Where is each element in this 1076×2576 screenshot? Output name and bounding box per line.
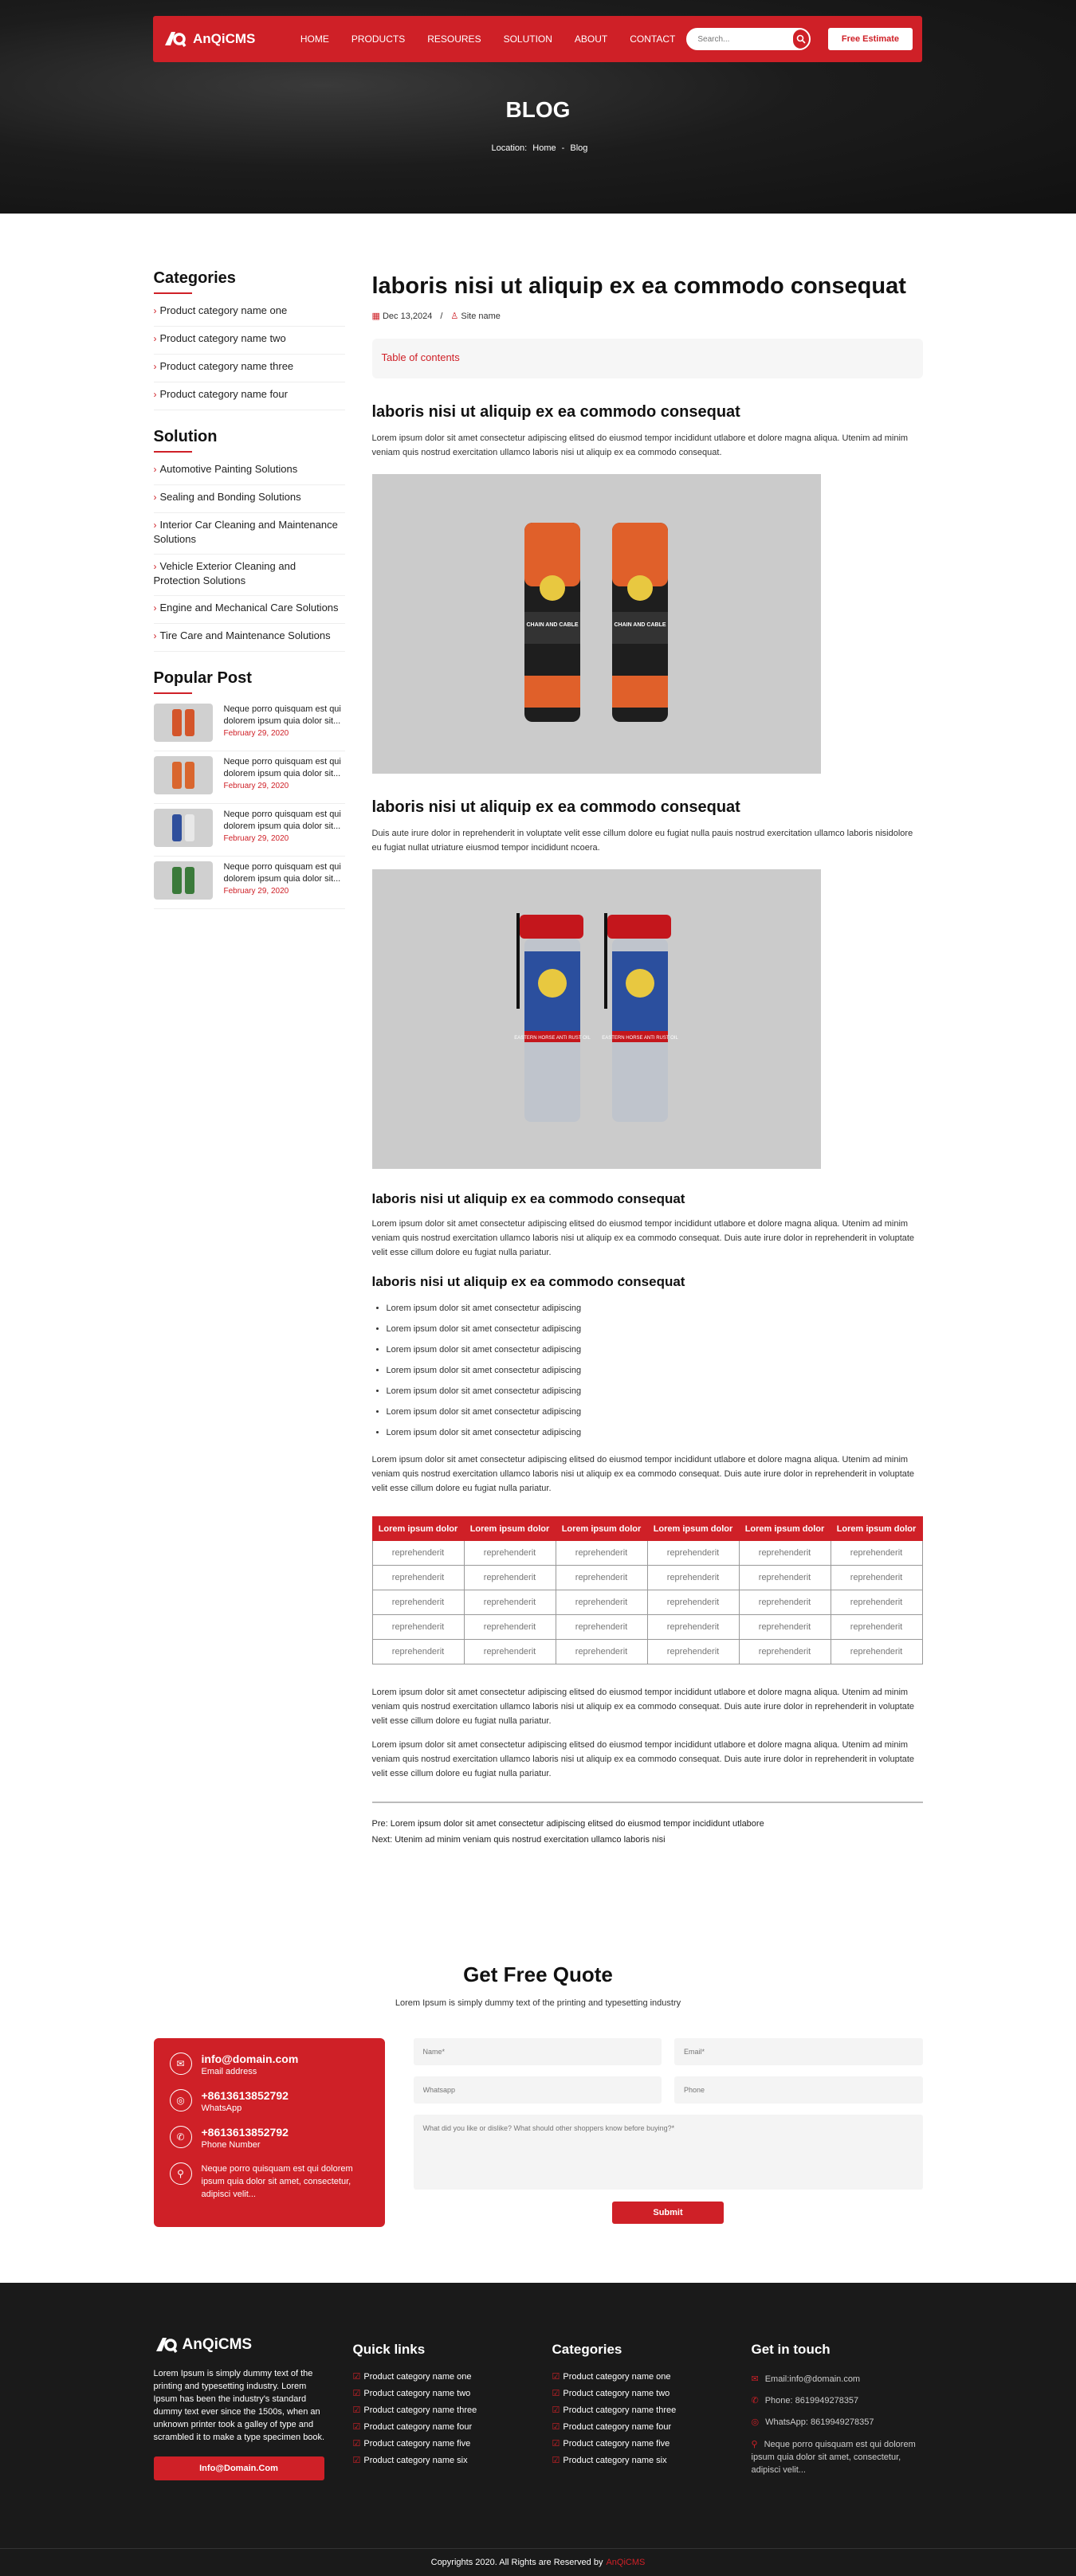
prev-post-link[interactable]: Pre: Lorem ipsum dolor sit amet consectetur adipiscing elitsed do eiusmod tempor incididunt utlabore	[371, 1819, 764, 1829]
free-estimate-button[interactable]: Free Estimate	[828, 28, 913, 50]
footer-link[interactable]	[353, 2419, 552, 2436]
search-icon	[796, 34, 806, 44]
footer-link-label: Product category name two	[563, 2389, 670, 2398]
footer-link-label: Product category name two	[363, 2389, 471, 2398]
footer-link[interactable]	[353, 2452, 552, 2469]
post-title: Neque porro quisquam est qui dolorem ipsum quia dolor sit...	[223, 757, 341, 778]
table-header: Lorem ipsum dolor	[464, 1517, 556, 1541]
sidebar-categories	[154, 269, 345, 410]
chevron-right-icon: ›	[153, 630, 157, 641]
breadcrumb	[0, 143, 1076, 153]
footer-link[interactable]	[353, 2402, 552, 2419]
popular-post[interactable]	[154, 804, 345, 857]
footer-link-label: Product category name six	[563, 2456, 667, 2465]
chevron-right-icon: ›	[153, 389, 157, 400]
footer-category-link[interactable]	[552, 2369, 752, 2386]
footer-category-link[interactable]	[552, 2452, 752, 2469]
svg-text:EASTERN HORSE ANTI RUST OIL: EASTERN HORSE ANTI RUST OIL	[514, 1036, 591, 1041]
footer-address-text: Neque porro quisquam est qui dolorem ipsum quia dolor sit amet, consectetur, adipisci velit...	[751, 2440, 916, 2475]
table-cell: reprehenderit	[372, 1541, 464, 1566]
footer-email-text: Email:info@domain.com	[764, 2374, 861, 2384]
category-label: Product category name two	[159, 332, 286, 344]
list-item: • Lorem ipsum dolor sit amet consectetur adipiscing	[387, 1298, 923, 1319]
popular-post[interactable]	[154, 857, 345, 909]
whatsapp-icon: ◎	[170, 2089, 192, 2111]
sidebar-solutions	[154, 428, 345, 652]
table-header: Lorem ipsum dolor	[831, 1517, 922, 1541]
solution-label: Sealing and Bonding Solutions	[159, 491, 301, 503]
breadcrumb-sep: -	[561, 143, 565, 153]
category-label: Product category name three	[159, 360, 294, 372]
table-header: Lorem ipsum dolor	[647, 1517, 739, 1541]
copyright-brand-link[interactable]: AnQiCMS	[606, 2558, 646, 2567]
section-subheading: laboris nisi ut aliquip ex ea commodo consequat	[371, 1274, 685, 1289]
product-can-image	[185, 762, 194, 789]
footer-link-label: Product category name four	[363, 2422, 473, 2432]
check-icon: ☑	[552, 2422, 560, 2432]
article-title: laboris nisi ut aliquip ex ea commodo consequat	[371, 273, 906, 299]
nav-solution[interactable]: SOLUTION	[503, 33, 552, 45]
popular-post[interactable]	[154, 751, 345, 804]
mail-icon: ✉	[751, 2374, 759, 2384]
footer-link-label: Product category name four	[563, 2422, 672, 2432]
contact-address-value: Neque porro quisquam est qui dolorem ipsum quia dolor sit amet, consectetur, adipisci velit...	[201, 2164, 353, 2199]
breadcrumb-label: Location:	[491, 143, 528, 153]
post-date: February 29, 2020	[223, 834, 289, 843]
check-icon: ☑	[552, 2456, 560, 2465]
hero-banner	[0, 0, 1076, 214]
check-icon: ☑	[552, 2439, 560, 2449]
contact-email-label: Email address	[201, 2067, 257, 2076]
phone-icon: ✆	[751, 2396, 759, 2405]
post-title: Neque porro quisquam est qui dolorem ipsum quia dolor sit...	[223, 704, 341, 726]
solution-label: Tire Care and Maintenance Solutions	[159, 629, 331, 641]
table-row	[372, 1615, 922, 1640]
location-pin-icon: ⚲	[751, 2440, 758, 2449]
quote-section	[154, 1845, 923, 2227]
breadcrumb-home[interactable]: Home	[532, 143, 556, 153]
contact-email-value: info@domain.com	[201, 2053, 299, 2065]
user-icon: ♙	[450, 312, 459, 321]
footer-quick-links	[353, 2335, 552, 2480]
get-in-touch-heading: Get in touch	[751, 2342, 831, 2357]
sidebar-category-item[interactable]	[154, 382, 345, 410]
footer-whatsapp-text: WhatsApp: 8619949278357	[765, 2417, 874, 2427]
table-cell: reprehenderit	[556, 1566, 647, 1590]
name-field[interactable]	[414, 2038, 662, 2065]
article-author[interactable]: Site name	[461, 312, 501, 321]
post-date: February 29, 2020	[223, 887, 289, 896]
table-cell: reprehenderit	[831, 1590, 922, 1615]
calendar-icon: ▦	[371, 312, 380, 321]
sidebar	[154, 269, 345, 1845]
article-meta	[372, 311, 923, 321]
logo-icon	[154, 2335, 178, 2354]
table-row	[372, 1590, 922, 1615]
post-date: February 29, 2020	[223, 729, 289, 738]
submit-button[interactable]: Submit	[612, 2202, 724, 2224]
table-cell: reprehenderit	[464, 1541, 556, 1566]
table-cell: reprehenderit	[372, 1566, 464, 1590]
table-cell: reprehenderit	[464, 1566, 556, 1590]
check-icon: ☑	[352, 2422, 361, 2432]
whatsapp-icon: ◎	[751, 2417, 760, 2427]
category-label: Product category name one	[159, 304, 288, 316]
contact-whatsapp[interactable]	[170, 2089, 369, 2115]
contact-email[interactable]	[170, 2053, 369, 2078]
contact-whatsapp-value: +8613613852792	[201, 2089, 289, 2102]
quote-form	[414, 2038, 923, 2227]
product-can-image	[185, 709, 194, 736]
chevron-right-icon: ›	[153, 520, 157, 531]
nav-resources[interactable]: RESOURES	[427, 33, 481, 45]
article-date: Dec 13,2024	[382, 312, 433, 321]
table-cell: reprehenderit	[372, 1590, 464, 1615]
nav-home[interactable]: HOME	[300, 33, 329, 45]
product-can-image	[172, 709, 182, 736]
product-can-image	[185, 814, 194, 841]
quote-subtitle: Lorem Ipsum is simply dummy text of the printing and typesetting industry	[395, 1998, 681, 2008]
sidebar-solution-item[interactable]	[154, 555, 345, 596]
table-header: Lorem ipsum dolor	[739, 1517, 831, 1541]
list-item: • Lorem ipsum dolor sit amet consectetur adipiscing	[387, 1360, 923, 1381]
contact-address	[170, 2162, 369, 2201]
footer-link-label: Product category name five	[563, 2439, 670, 2449]
sidebar-category-item[interactable]	[154, 327, 345, 355]
quick-links-heading: Quick links	[352, 2342, 426, 2357]
list-item: • Lorem ipsum dolor sit amet consectetur adipiscing	[387, 1319, 923, 1339]
product-image-chain-cable	[372, 474, 821, 774]
phone-icon: ✆	[170, 2126, 192, 2148]
search-button[interactable]	[793, 29, 809, 49]
table-header: Lorem ipsum dolor	[372, 1517, 464, 1541]
phone-field[interactable]	[674, 2076, 923, 2104]
table-cell: reprehenderit	[647, 1640, 739, 1664]
chevron-right-icon: ›	[153, 492, 157, 503]
spray-can-blue	[602, 913, 678, 1122]
post-date: February 29, 2020	[223, 782, 289, 790]
check-icon: ☑	[552, 2389, 560, 2398]
footer-link-label: Product category name one	[563, 2372, 671, 2382]
footer-phone-text: Phone: 8619949278357	[764, 2396, 859, 2405]
footer-category-link[interactable]	[552, 2386, 752, 2402]
check-icon: ☑	[552, 2372, 560, 2382]
post-thumbnail	[154, 756, 213, 794]
table-cell: reprehenderit	[372, 1640, 464, 1664]
footer-logo[interactable]	[154, 2335, 353, 2354]
search-box	[686, 28, 811, 50]
quote-title: Get Free Quote	[463, 1962, 613, 1986]
footer-link-label: Product category name three	[563, 2405, 677, 2415]
table-cell: reprehenderit	[464, 1640, 556, 1664]
table-cell: reprehenderit	[739, 1640, 831, 1664]
table-cell: reprehenderit	[556, 1590, 647, 1615]
footer-contact	[752, 2335, 923, 2480]
main-nav	[289, 16, 687, 62]
table-cell: reprehenderit	[647, 1566, 739, 1590]
list-item: • Lorem ipsum dolor sit amet consectetur adipiscing	[387, 1339, 923, 1360]
spray-can-orange	[612, 523, 668, 722]
logo-icon	[163, 29, 188, 49]
sidebar-popular	[154, 669, 345, 909]
nav-about[interactable]: ABOUT	[574, 33, 608, 45]
table-row	[372, 1541, 922, 1566]
product-can-image	[185, 867, 194, 894]
chevron-right-icon: ›	[153, 464, 157, 475]
svg-text:CHAIN AND CABLE: CHAIN AND CABLE	[526, 622, 579, 628]
table-cell: reprehenderit	[556, 1541, 647, 1566]
table-cell: reprehenderit	[831, 1541, 922, 1566]
post-title: Neque porro quisquam est qui dolorem ipsum quia dolor sit...	[223, 810, 341, 831]
blog-article	[372, 269, 923, 1845]
solution-label: Automotive Painting Solutions	[159, 463, 298, 475]
sidebar-category-item[interactable]	[154, 355, 345, 382]
solution-heading: Solution	[154, 428, 345, 453]
copyright-bar	[0, 2548, 1076, 2576]
contact-phone[interactable]	[170, 2126, 369, 2151]
product-image-anti-rust	[372, 869, 821, 1169]
contact-phone-label: Phone Number	[201, 2140, 261, 2150]
spray-can-orange	[524, 523, 580, 722]
table-cell: reprehenderit	[464, 1590, 556, 1615]
sidebar-solution-item[interactable]	[154, 513, 345, 555]
chevron-right-icon: ›	[153, 361, 157, 372]
svg-text:EASTERN HORSE ANTI RUST OIL: EASTERN HORSE ANTI RUST OIL	[602, 1036, 678, 1041]
contact-phone-value: +8613613852792	[201, 2126, 289, 2139]
mail-icon: ✉	[170, 2053, 192, 2075]
whatsapp-field[interactable]	[414, 2076, 662, 2104]
sidebar-category-item[interactable]	[154, 299, 345, 327]
table-cell: reprehenderit	[831, 1640, 922, 1664]
nav-products[interactable]: PRODUCTS	[351, 33, 406, 45]
post-thumbnail	[154, 861, 213, 900]
footer-link-label: Product category name one	[363, 2372, 472, 2382]
data-table	[372, 1516, 923, 1664]
category-label: Product category name four	[159, 388, 288, 400]
section-heading: laboris nisi ut aliquip ex ea commodo consequat	[371, 403, 740, 421]
footer-logo-text: AnQiCMS	[182, 2336, 253, 2353]
solution-label: Engine and Mechanical Care Solutions	[159, 602, 339, 614]
sidebar-solution-item[interactable]	[154, 485, 345, 513]
table-header: Lorem ipsum dolor	[556, 1517, 647, 1541]
product-can-image	[172, 867, 182, 894]
contact-card	[154, 2038, 385, 2227]
footer-description: Lorem Ipsum is simply dummy text of the printing and typesetting industry. Lorem Ipsum has been the industry's standard dummy text ever since the 1500s, when an unknown printer took a galley of type and scrambled it to make a type specimen book.	[153, 2369, 325, 2442]
check-icon: ☑	[352, 2389, 361, 2398]
paragraph: Lorem ipsum dolor sit amet consectetur adipiscing elitsed do eiusmod tempor incididunt utlabore et dolore magna aliqua. Utenim ad minim veniam quis nostrud exercitation ullamco laboris nisi ut aliquip ex ea commodo consequat. Duis aute irure dolor in reprehenderit in voluptate velit esse cillum dolore eu fugiat nulla pariatur.	[371, 1740, 915, 1778]
chevron-right-icon: ›	[153, 333, 157, 344]
post-thumbnail	[154, 704, 213, 742]
table-cell: reprehenderit	[739, 1541, 831, 1566]
check-icon: ☑	[552, 2405, 560, 2415]
footer-link-label: Product category name five	[363, 2439, 471, 2449]
chevron-right-icon: ›	[153, 305, 157, 316]
paragraph: Lorem ipsum dolor sit amet consectetur adipiscing elitsed do eiusmod tempor incididunt utlabore et dolore magna aliqua. Utenim ad minim veniam quis nostrud exercitation ullamco laboris nisi ut aliquip ex ea commodo consequat. Duis aute irure dolor in reprehenderit in voluptate velit esse cillum dolore eu fugiat nulla pariatur.	[371, 1455, 915, 1493]
divider	[372, 1802, 923, 1803]
footer-category-link[interactable]	[552, 2402, 752, 2419]
table-header-row	[372, 1517, 922, 1541]
table-cell: reprehenderit	[372, 1615, 464, 1640]
footer-address	[752, 2438, 923, 2476]
bullet-list	[372, 1298, 923, 1443]
table-cell: reprehenderit	[464, 1615, 556, 1640]
check-icon: ☑	[352, 2372, 361, 2382]
table-cell: reprehenderit	[647, 1590, 739, 1615]
footer-link[interactable]	[353, 2436, 552, 2452]
site-footer	[0, 2283, 1076, 2576]
paragraph: Lorem ipsum dolor sit amet consectetur adipiscing elitsed do eiusmod tempor incididunt utlabore et dolore magna aliqua. Utenim ad minim veniam quis nostrud exercitation ullamco laboris nisi ut aliquip ex ea commodo consequat. Duis aute irure dolor in reprehenderit in voluptate velit esse cillum dolore eu fugiat nulla pariatur.	[371, 1219, 915, 1257]
section-heading: laboris nisi ut aliquip ex ea commodo consequat	[371, 798, 740, 816]
paragraph: Lorem ipsum dolor sit amet consectetur adipiscing elitsed do eiusmod tempor incididunt utlabore et dolore magna aliqua. Utenim ad minim veniam quis nostrud exercitation ullamco laboris nisi ut aliquip ex ea commodo consequat. Duis aute irure dolor in reprehenderit in voluptate velit esse cillum dolore eu fugiat nulla pariatur.	[371, 1688, 915, 1726]
contact-whatsapp-label: WhatsApp	[201, 2104, 242, 2113]
sidebar-solution-item[interactable]	[154, 596, 345, 624]
footer-link[interactable]	[353, 2386, 552, 2402]
check-icon: ☑	[352, 2439, 361, 2449]
table-cell: reprehenderit	[739, 1615, 831, 1640]
next-post-link[interactable]: Next: Utenim ad minim veniam quis nostrud exercitation ullamco laboris nisi	[371, 1835, 666, 1845]
page-title: BLOG	[505, 97, 571, 122]
top-navbar	[153, 16, 922, 62]
logo-text: AnQiCMS	[193, 31, 256, 46]
paragraph: Lorem ipsum dolor sit amet consectetur adipiscing elitsed do eiusmod tempor incididunt utlabore et dolore magna aliqua. Utenim ad minim veniam quis nostrud exercitation ullamco laboris nisi ut aliquip ex ea commodo consequat.	[371, 433, 909, 457]
copyright-text: Copyrights 2020. All Rights are Reserved by	[430, 2558, 603, 2567]
chevron-right-icon: ›	[153, 602, 157, 614]
solution-label: Vehicle Exterior Cleaning and Protection Solutions	[153, 560, 296, 586]
list-item: • Lorem ipsum dolor sit amet consectetur adipiscing	[387, 1381, 923, 1402]
product-can-image	[172, 762, 182, 789]
paragraph: Duis aute irure dolor in reprehenderit in voluptate velit esse cillum dolore eu fugiat nulla pauis nostrud exercitation ullamco laboris nisidolore eu fugiat nullat utriature eiusmod tempor incididunt ncoera.	[371, 829, 913, 853]
categories-heading: Categories	[154, 269, 345, 294]
footer-phone[interactable]	[752, 2390, 923, 2412]
check-icon: ☑	[352, 2456, 361, 2465]
list-item: • Lorem ipsum dolor sit amet consectetur adipiscing	[387, 1422, 923, 1443]
footer-about	[154, 2335, 353, 2480]
post-title: Neque porro quisquam est qui dolorem ipsum quia dolor sit...	[223, 862, 341, 884]
footer-categories-heading: Categories	[552, 2342, 622, 2357]
breadcrumb-current[interactable]: Blog	[570, 143, 588, 153]
table-cell: reprehenderit	[647, 1615, 739, 1640]
product-can-image	[172, 814, 182, 841]
solution-label: Interior Car Cleaning and Maintenance Solutions	[153, 519, 338, 545]
post-thumbnail	[154, 809, 213, 847]
footer-category-link[interactable]	[552, 2436, 752, 2452]
table-cell: reprehenderit	[831, 1615, 922, 1640]
footer-category-link[interactable]	[552, 2419, 752, 2436]
message-field[interactable]	[414, 2115, 923, 2190]
footer-categories	[552, 2335, 752, 2480]
footer-link[interactable]	[353, 2369, 552, 2386]
table-cell: reprehenderit	[831, 1566, 922, 1590]
chevron-right-icon: ›	[153, 561, 157, 572]
sidebar-solution-item[interactable]	[154, 457, 345, 485]
table-of-contents[interactable]: Table of contents	[372, 339, 923, 378]
nav-contact[interactable]: CONTACT	[630, 33, 676, 45]
table-cell: reprehenderit	[739, 1566, 831, 1590]
footer-whatsapp[interactable]	[752, 2412, 923, 2433]
table-row	[372, 1640, 922, 1664]
table-cell: reprehenderit	[739, 1590, 831, 1615]
popular-heading: Popular Post	[154, 669, 345, 694]
search-input[interactable]	[697, 35, 793, 44]
table-cell: reprehenderit	[647, 1541, 739, 1566]
footer-link-label: Product category name six	[363, 2456, 468, 2465]
footer-link-label: Product category name three	[363, 2405, 477, 2415]
section-subheading: laboris nisi ut aliquip ex ea commodo consequat	[371, 1191, 685, 1206]
email-field[interactable]	[674, 2038, 923, 2065]
list-item: • Lorem ipsum dolor sit amet consectetur adipiscing	[387, 1402, 923, 1422]
popular-post[interactable]	[154, 699, 345, 751]
meta-separator: /	[440, 311, 443, 321]
footer-email[interactable]	[752, 2369, 923, 2390]
table-cell: reprehenderit	[556, 1640, 647, 1664]
footer-email-button[interactable]: Info@Domain.Com	[154, 2456, 324, 2480]
main-content	[154, 214, 923, 1845]
site-logo[interactable]	[163, 29, 281, 49]
location-pin-icon: ⚲	[170, 2162, 192, 2185]
sidebar-solution-item[interactable]	[154, 624, 345, 652]
spray-can-blue	[514, 913, 591, 1122]
table-row	[372, 1566, 922, 1590]
table-cell: reprehenderit	[556, 1615, 647, 1640]
check-icon: ☑	[352, 2405, 361, 2415]
svg-text:CHAIN AND CABLE: CHAIN AND CABLE	[614, 622, 666, 628]
